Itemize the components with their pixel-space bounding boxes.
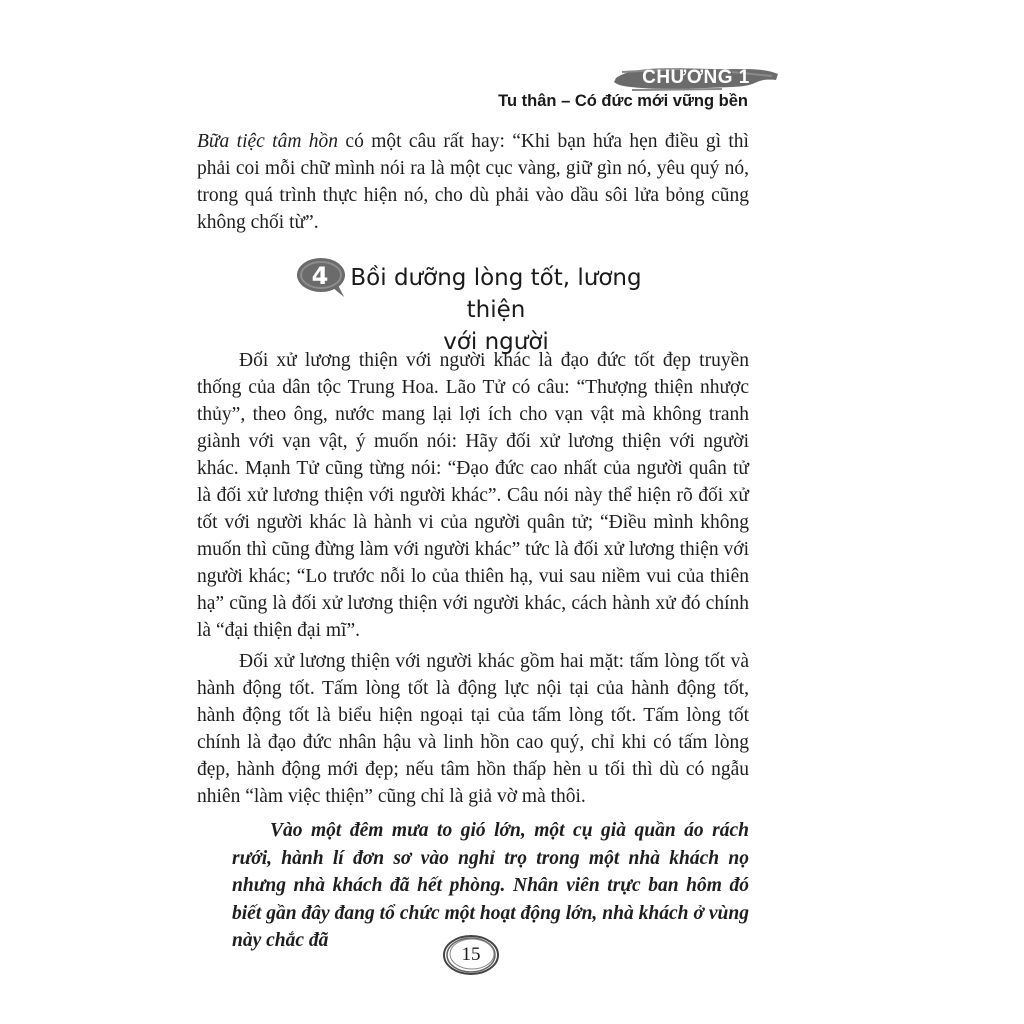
page-number: 15	[461, 944, 481, 965]
section-number: 4	[311, 262, 329, 290]
chapter-subtitle: Tu thân – Có đức mới vững bền	[498, 92, 748, 110]
intro-text: có một câu rất hay: “Khi bạn hứa hẹn điều gì thì phải coi mỗi chữ mình nói ra là một cục vàng, giữ gìn nó, yêu quý nó, trong quá trình thực hiện nó, cho dù phải vào dầu sôi lửa bỏng cũng không chối từ”.	[197, 131, 749, 233]
book-title-italic: Bữa tiệc tâm hồn	[197, 131, 339, 152]
section-number-badge	[294, 255, 350, 299]
page-number-badge	[440, 932, 502, 978]
body-paragraph-2: Đối xử lương thiện với người khác gồm hai mặt: tấm lòng tốt và hành động tốt. Tấm lòng tốt là động lực nội tại của hành động tốt, hành động tốt là biểu hiện ngoại tại của tấm lòng tốt. Tấm lòng tốt chính là đạo đức nhân hậu và linh hồn cao quý, chỉ khi có tấm lòng đẹp, hành động mới đẹp; nếu tâm hồn thấp hèn u tối thì dù có ngẫu nhiên “làm việc thiện” cũng chỉ là giả vờ mà thôi.	[197, 651, 749, 807]
body-paragraph-1: Đối xử lương thiện với người khác là đạo đức tốt đẹp truyền thống của dân tộc Trung Hoa. Lão Tử có câu: “Thượng thiện nhược thủy”, theo ông, nước mang lại lợi ích cho vạn vật mà không tranh giành với vạn vật, ý muốn nói: Hãy đối xử lương thiện với người khác. Mạnh Tử cũng từng nói: “Đạo đức cao nhất của người quân tử là đối xử lương thiện với người khác”. Câu nói này thể hiện rõ đối xử tốt với người khác là hành vi của người quân tử; “Điều mình không muốn thì cũng đừng làm với người khác” tức là đối xử lương thiện với người khác; “Lo trước nỗi lo của thiên hạ, vui sau niềm vui của thiên hạ” cũng là đối xử lương thiện với người khác, cách hành xử đó chính là “đại thiện đại mĩ”.	[197, 350, 749, 641]
story-paragraph: Vào một đêm mưa to gió lớn, một cụ già quần áo rách rưới, hành lí đơn sơ vào nghỉ trọ trong một nhà khách nọ nhưng nhà khách đã hết phòng. Nhân viên trực ban hôm đó biết gần đây đang tổ chức một hoạt động lớn, nhà khách ở vùng này chắc đã	[232, 820, 749, 951]
intro-paragraph	[197, 128, 749, 236]
chapter-label: CHƯƠNG 1	[642, 67, 750, 88]
section-title-line2: với người	[443, 329, 549, 355]
section-title-line1: Bồi dưỡng lòng tốt, lương thiện	[350, 265, 642, 323]
section-title	[346, 262, 646, 358]
